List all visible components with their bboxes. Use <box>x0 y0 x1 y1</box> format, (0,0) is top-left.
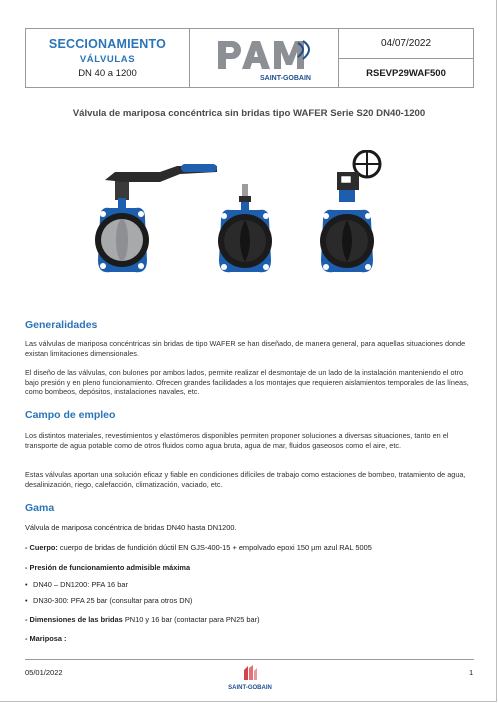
footer-divider <box>25 659 474 660</box>
gama-dimensiones <box>25 615 477 624</box>
header-title: SECCIONAMIENTO <box>48 37 167 51</box>
product-images <box>85 150 425 290</box>
dimensiones-label: - Dimensiones de las bridas <box>25 615 123 624</box>
header-reference: RSEVP29WAF500 <box>366 67 446 79</box>
campo-paragraph-1: Los distintos materiales, revestimientos y elastómeros disponibles permiten proponer soluciones a diversas situaciones, tanto en el transporte de agua potable como de otros fluidos como agua bruta, agua de mar, fluidos gaseosos como el aire, etc. <box>25 431 449 450</box>
presion-bullet-2: • DN30-300: PFA 25 bar (consultar para otros DN) <box>33 596 192 605</box>
section-title-generalidades: Generalidades <box>25 319 98 331</box>
gama-presion-label: - Presión de funcionamiento admisible máxima <box>25 563 191 572</box>
document-title: Válvula de mariposa concéntrica sin bridas tipo WAFER Serie S20 DN40-1200 <box>72 108 426 119</box>
pam-logo-subtext: SAINT-GOBAIN <box>260 75 311 82</box>
gama-mariposa-label: - Mariposa : <box>25 634 67 643</box>
cuerpo-label: - Cuerpo: <box>25 543 58 552</box>
campo-paragraph-2: Estas válvulas aportan una solución eficaz y fiable en condiciones difíciles de trabajo como estaciones de bombeo, tratamiento de agua, desalinización, riego, calefacción, climatización, vaciado, etc. <box>25 470 466 489</box>
section-title-campo-de-empleo: Campo de empleo <box>25 409 116 421</box>
header-logo-cell <box>190 29 339 87</box>
gama-intro: Válvula de mariposa concéntrica de bridas DN40 hasta DN1200. <box>25 523 237 532</box>
presion-bullet-1: • DN40 – DN1200: PFA 16 bar <box>33 580 128 589</box>
header-subtitle: VÁLVULAS <box>79 54 136 65</box>
header-range: DN 40 a 1200 <box>78 68 137 79</box>
gama-cuerpo <box>25 543 477 552</box>
pam-logo <box>190 29 338 87</box>
saint-gobain-logo <box>222 662 278 692</box>
page-number: 1 <box>469 668 474 677</box>
generalidades-paragraph-2: El diseño de las válvulas, con bulones por ambos lados, permite realizar el desmontaje de un lado de la instalación manteniendo el otro bajo presión y en pleno funcionamiento. Ofrecen grandes facilidades a los montajes que requieren aislamientos temporales de las líneas, como bombeos, depósitos, instalaciones navales, etc. <box>25 368 469 397</box>
header-title-cell <box>26 29 190 87</box>
footer-date: 05/01/2022 <box>25 668 63 677</box>
dimensiones-text: PN10 y 16 bar (contactar para PN25 bar) <box>122 615 260 624</box>
cuerpo-text: cuerpo de bridas de fundición dúctil EN GJS-400-15 + empolvado epoxi 150 µm azul RAL 5005 <box>57 543 372 552</box>
generalidades-paragraph-1: Las válvulas de mariposa concéntricas sin bridas de tipo WAFER se han diseñado, de manera general, para aquellas situaciones donde existan limitaciones dimensionales. <box>25 339 466 358</box>
lever-valve-image <box>95 164 217 272</box>
footer-logo-text: SAINT-GOBAIN <box>228 685 272 691</box>
header-date: 04/07/2022 <box>339 29 473 59</box>
gearbox-valve-image <box>320 151 380 272</box>
bare-shaft-valve-image <box>218 184 272 272</box>
header-meta-cell <box>339 29 473 87</box>
document-header <box>25 28 474 88</box>
section-title-gama: Gama <box>25 502 55 514</box>
